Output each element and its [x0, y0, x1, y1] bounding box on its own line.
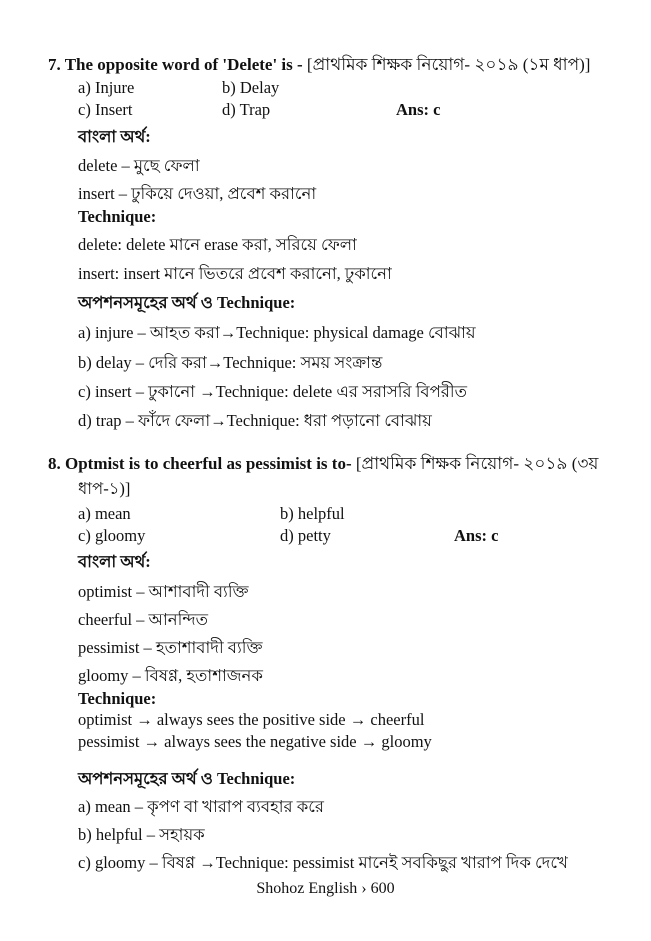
q8-option-explained-b: b) helpful – সহায়ক [78, 825, 205, 844]
page-footer: Shohoz English › 600 [256, 880, 395, 897]
q8-option-explained-c: c) gloomy – বিষণ্ণ →Technique: pessimist মানেই সবকিছুর খারাপ দিক দেখে [78, 853, 568, 872]
q8-bangla-heading: বাংলা অর্থ: [78, 552, 151, 571]
q7-option-explained-a: a) injure – আহত করা→Technique: physical damage বোঝায় [78, 323, 476, 342]
q7-option-b: b) Delay [222, 78, 280, 97]
q7-option-c: c) Insert [78, 100, 133, 119]
q8-source-line-2: ধাপ-১)] [78, 479, 131, 498]
q8-source-line-1: [প্রাথমিক শিক্ষক নিয়োগ- ২০১৯ (৩য় [355, 454, 599, 473]
q7-bangla-heading: বাংলা অর্থ: [78, 127, 151, 146]
q8-option-explained-a: a) mean – কৃপণ বা খারাপ ব্যবহার করে [78, 797, 324, 816]
q8-meaning-1: optimist – আশাবাদী ব্যক্তি [78, 582, 249, 601]
q7-technique-line-2: insert: insert মানে ভিতরে প্রবেশ করানো, ঢুকানো [78, 264, 392, 283]
q7-question-text: 7. The opposite word of 'Delete' is - [48, 55, 303, 74]
q7-option-a: a) Injure [78, 78, 135, 97]
q8-technique-line-1: optimist → always sees the positive side → cheerful [78, 710, 425, 729]
q7-meaning-2: insert – ঢুকিয়ে দেওয়া, প্রবেশ করানো [78, 184, 317, 203]
q7-option-explained-d: d) trap – ফাঁদে ফেলা→Technique: ধরা পড়ানো বোঝায় [78, 411, 432, 430]
q8-heading [48, 451, 598, 479]
q8-technique-line-2: pessimist → always sees the negative side → gloomy [78, 732, 432, 751]
q7-source: [প্রাথমিক শিক্ষক নিয়োগ- ২০১৯ (১ম ধাপ)] [306, 55, 591, 74]
q8-technique-heading: Technique: [78, 689, 157, 708]
q8-option-b: b) helpful [280, 504, 345, 523]
q7-technique-heading: Technique: [78, 207, 157, 226]
q8-meaning-3: pessimist – হতাশাবাদী ব্যক্তি [78, 638, 263, 657]
q7-heading [48, 52, 590, 80]
q8-answer: Ans: c [454, 526, 499, 545]
q8-options-heading: অপশনসমূহের অর্থ ও Technique: [78, 769, 296, 788]
q7-option-explained-b: b) delay – দেরি করা→Technique: সময় সংক্রান্ত [78, 353, 383, 372]
q8-meaning-2: cheerful – আনন্দিত [78, 610, 208, 629]
q8-meaning-4: gloomy – বিষণ্ণ, হতাশাজনক [78, 666, 263, 685]
q8-option-d: d) petty [280, 526, 331, 545]
q8-option-a: a) mean [78, 504, 131, 523]
q7-option-explained-c: c) insert – ঢুকানো →Technique: delete এর সরাসরি বিপরীত [78, 382, 467, 401]
q7-meaning-1: delete – মুছে ফেলা [78, 156, 200, 175]
q8-question-text: 8. Optmist is to cheerful as pessimist is to- [48, 454, 352, 473]
q7-options-heading: অপশনসমূহের অর্থ ও Technique: [78, 293, 296, 312]
q7-answer: Ans: c [396, 100, 441, 119]
q7-technique-line-1: delete: delete মানে erase করা, সরিয়ে ফেলা [78, 235, 357, 254]
q8-option-c: c) gloomy [78, 526, 146, 545]
q7-option-d: d) Trap [222, 100, 271, 119]
